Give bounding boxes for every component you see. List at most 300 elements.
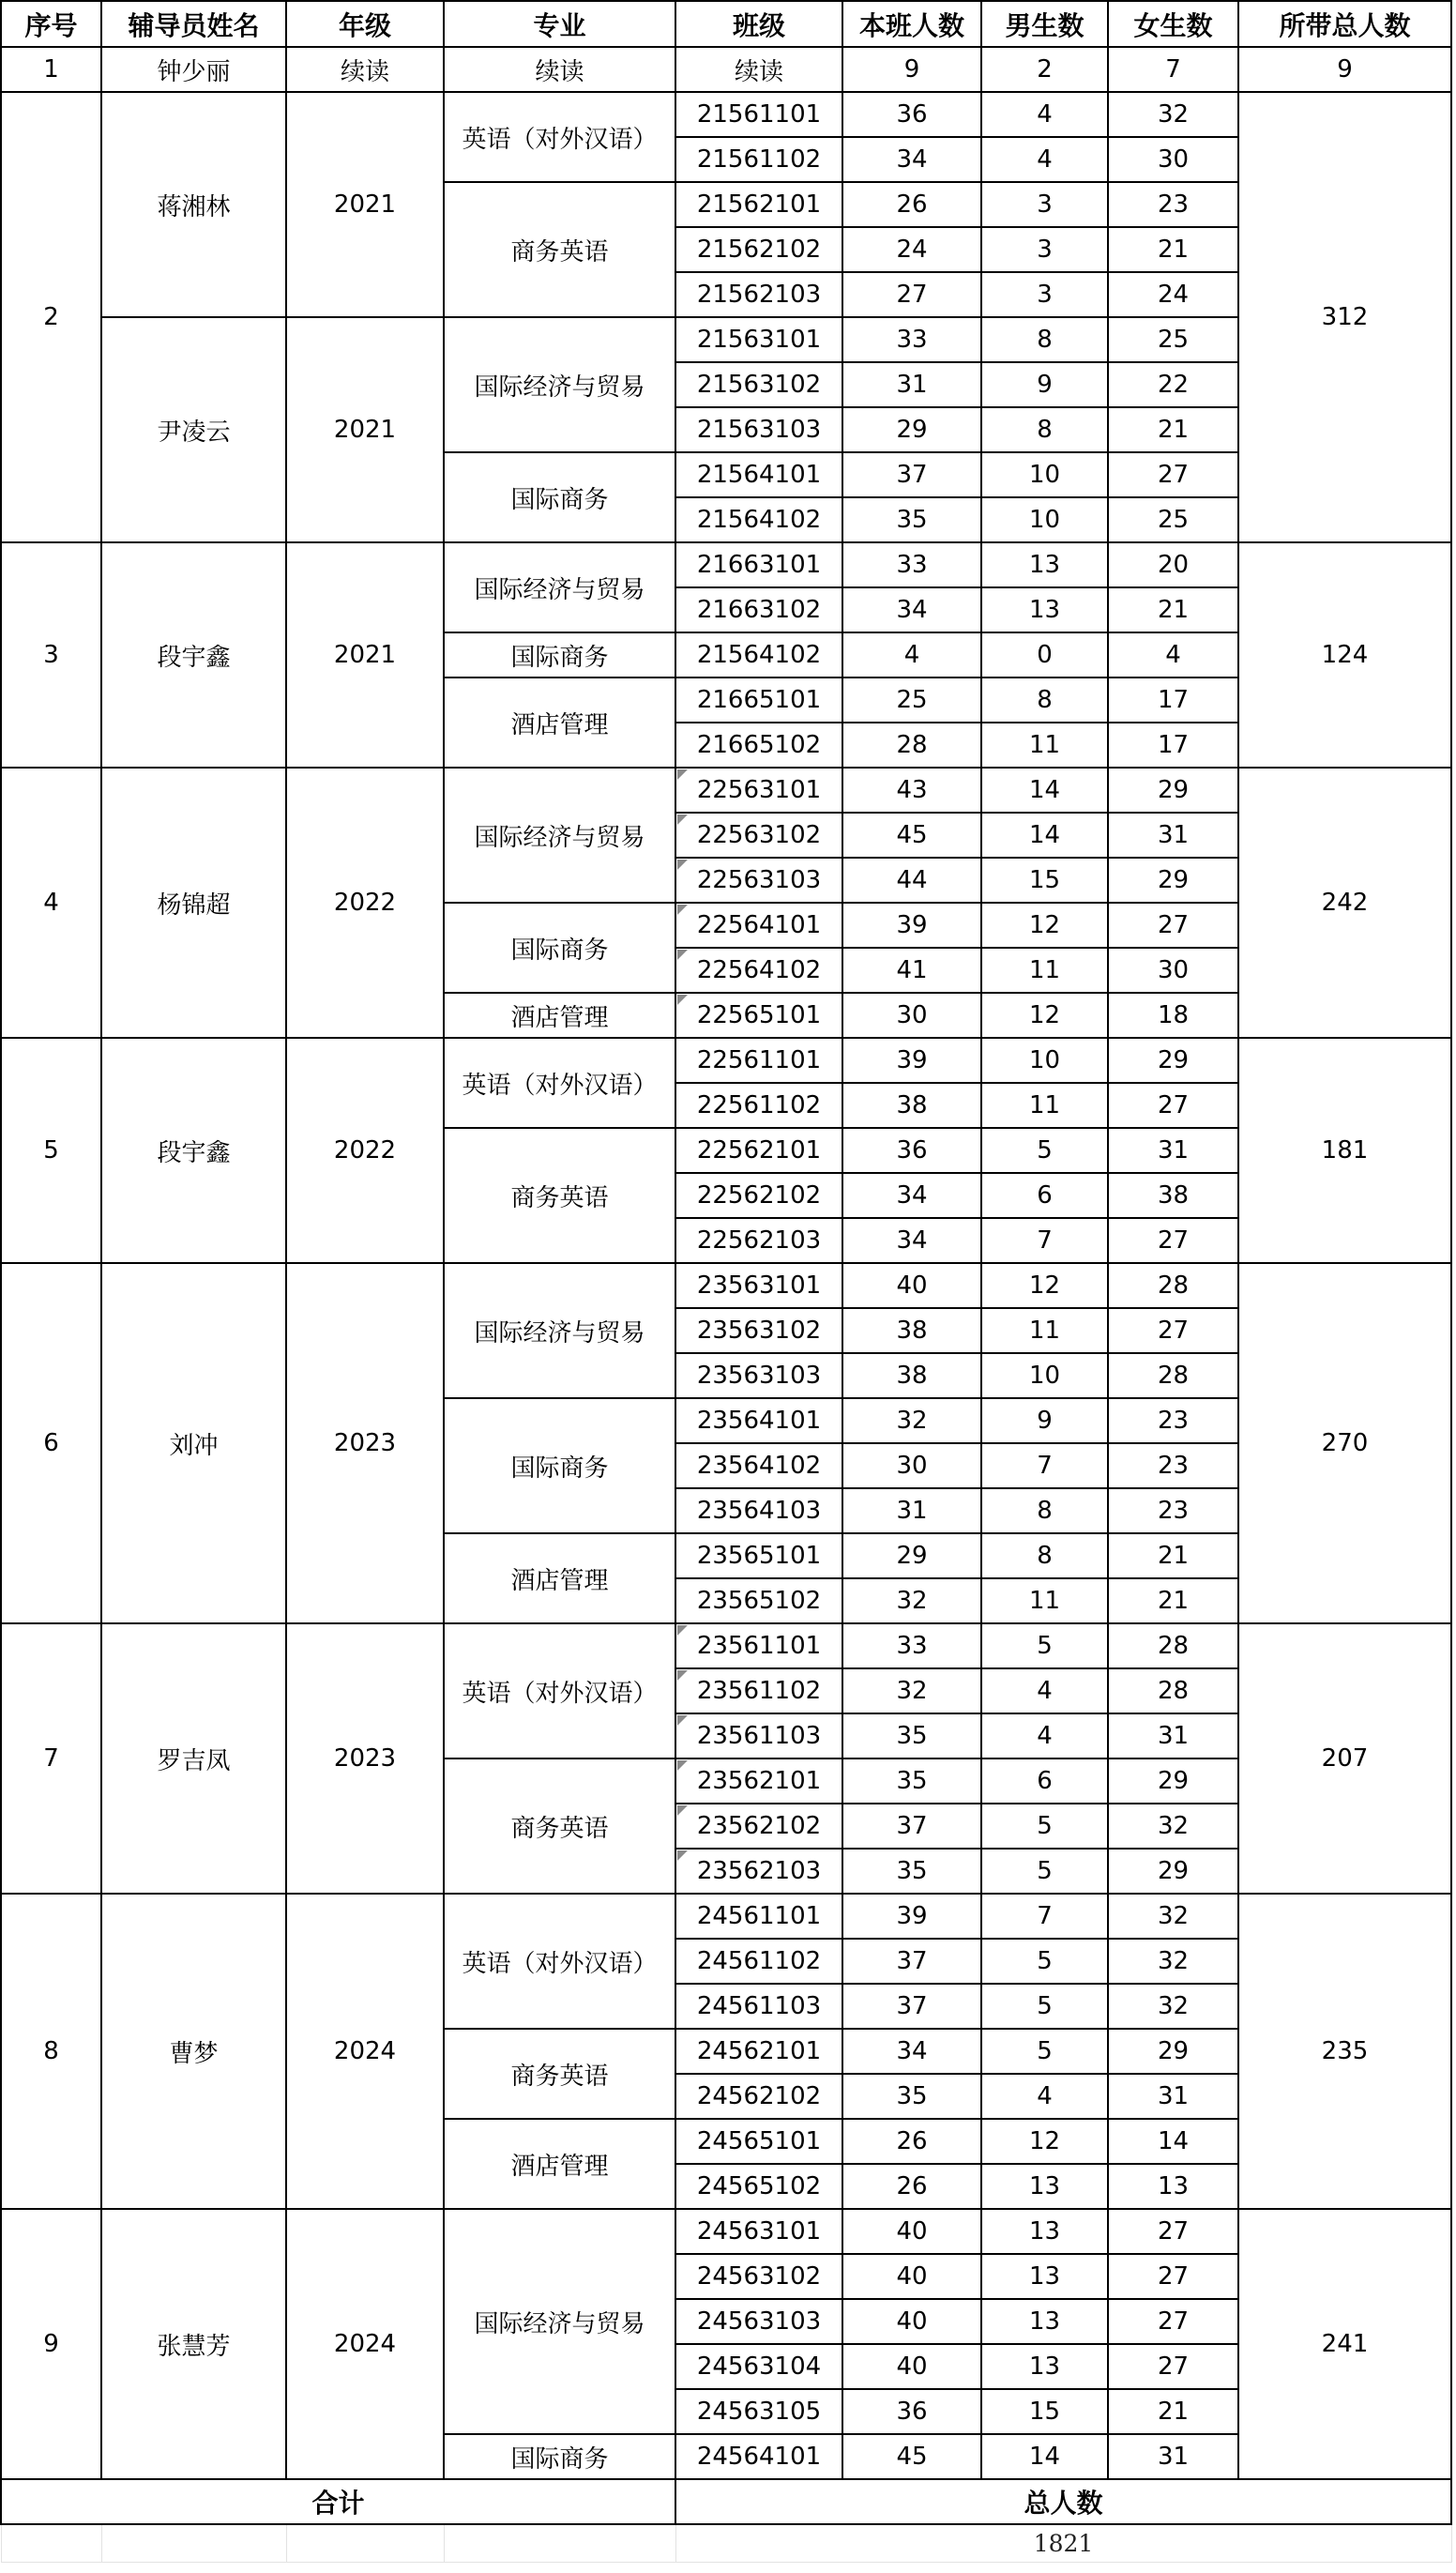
class-size-cell: 35 [842, 1713, 981, 1758]
class-id-cell: 24561103 [675, 1984, 842, 2029]
class-id-cell: 21564102 [675, 497, 842, 542]
male-count-cell: 10 [981, 497, 1108, 542]
class-id-cell: 24562102 [675, 2074, 842, 2119]
major-cell: 酒店管理 [444, 993, 675, 1038]
grade-cell: 2022 [286, 1038, 444, 1263]
class-id-cell: 24563104 [675, 2344, 842, 2389]
major-cell: 酒店管理 [444, 2119, 675, 2209]
male-count-cell: 14 [981, 813, 1108, 858]
female-count-cell: 20 [1108, 542, 1238, 587]
counselor-total-cell: 181 [1238, 1038, 1451, 1263]
counselor-total-cell: 124 [1238, 542, 1451, 768]
class-id-cell: 22564102 [675, 948, 842, 993]
female-count-cell: 27 [1108, 2209, 1238, 2254]
major-cell: 国际经济与贸易 [444, 542, 675, 632]
major-cell: 英语（对外汉语） [444, 1894, 675, 2029]
class-size-cell: 37 [842, 1939, 981, 1984]
class-size-cell: 34 [842, 2029, 981, 2074]
male-count-cell: 11 [981, 948, 1108, 993]
male-count-cell: 4 [981, 137, 1108, 182]
male-count-cell: 4 [981, 1668, 1108, 1713]
class-size-cell: 31 [842, 1488, 981, 1533]
class-size-cell: 36 [842, 1128, 981, 1173]
class-id-cell: 23564102 [675, 1443, 842, 1488]
female-count-cell: 28 [1108, 1668, 1238, 1713]
class-id-cell: 23563102 [675, 1308, 842, 1353]
column-header: 年级 [286, 1, 444, 47]
major-cell: 国际商务 [444, 632, 675, 678]
class-size-cell: 28 [842, 723, 981, 768]
class-id-cell: 23563101 [675, 1263, 842, 1308]
major-cell: 国际商务 [444, 2434, 675, 2479]
class-size-cell: 29 [842, 407, 981, 452]
class-size-cell: 30 [842, 1443, 981, 1488]
column-header: 男生数 [981, 1, 1108, 47]
counselor-name-cell: 杨锦超 [101, 768, 286, 1038]
class-size-cell: 35 [842, 1758, 981, 1804]
table-row [1, 1263, 1451, 1308]
female-count-cell: 38 [1108, 1173, 1238, 1218]
male-count-cell: 5 [981, 1849, 1108, 1894]
column-header: 女生数 [1108, 1, 1238, 47]
female-count-cell: 32 [1108, 1984, 1238, 2029]
class-size-cell: 33 [842, 317, 981, 362]
class-id-cell: 22564101 [675, 903, 842, 948]
class-id-cell: 24564101 [675, 2434, 842, 2479]
female-count-cell: 28 [1108, 1353, 1238, 1398]
class-size-cell: 44 [842, 858, 981, 903]
class-id-cell: 21564101 [675, 452, 842, 497]
column-header: 所带总人数 [1238, 1, 1451, 47]
class-size-cell: 36 [842, 92, 981, 137]
class-size-cell: 32 [842, 1398, 981, 1443]
seq-cell: 8 [1, 1894, 101, 2209]
major-cell: 国际商务 [444, 1398, 675, 1533]
male-count-cell: 13 [981, 542, 1108, 587]
class-id-cell: 22563101 [675, 768, 842, 813]
male-count-cell: 4 [981, 2074, 1108, 2119]
class-size-cell: 37 [842, 1804, 981, 1849]
female-count-cell: 31 [1108, 2434, 1238, 2479]
class-id-cell: 23564103 [675, 1488, 842, 1533]
female-count-cell: 23 [1108, 1443, 1238, 1488]
class-size-cell: 34 [842, 1218, 981, 1263]
class-id-cell: 23563103 [675, 1353, 842, 1398]
grand-total-row [1, 2524, 1451, 2562]
male-count-cell: 12 [981, 1263, 1108, 1308]
male-count-cell: 4 [981, 92, 1108, 137]
female-count-cell: 17 [1108, 723, 1238, 768]
class-size-cell: 38 [842, 1353, 981, 1398]
class-id-cell: 23561103 [675, 1713, 842, 1758]
class-id-cell: 23562101 [675, 1758, 842, 1804]
counselor-total-cell: 9 [1238, 47, 1451, 92]
counselor-name-cell: 蒋湘林 [101, 92, 286, 317]
male-count-cell: 5 [981, 1984, 1108, 2029]
major-cell: 商务英语 [444, 1128, 675, 1263]
counselor-name-cell: 钟少丽 [101, 47, 286, 92]
grade-cell: 2023 [286, 1263, 444, 1623]
male-count-cell: 8 [981, 1533, 1108, 1578]
class-size-cell: 33 [842, 1623, 981, 1668]
class-size-cell: 39 [842, 1894, 981, 1939]
class-id-cell: 21562101 [675, 182, 842, 227]
female-count-cell: 27 [1108, 1218, 1238, 1263]
female-count-cell: 28 [1108, 1263, 1238, 1308]
major-cell: 商务英语 [444, 1758, 675, 1894]
female-count-cell: 21 [1108, 587, 1238, 632]
class-size-cell: 32 [842, 1668, 981, 1713]
class-id-cell: 21561101 [675, 92, 842, 137]
male-count-cell: 5 [981, 1623, 1108, 1668]
class-id-cell: 21665101 [675, 678, 842, 723]
seq-cell: 9 [1, 2209, 101, 2479]
major-cell: 商务英语 [444, 2029, 675, 2119]
major-cell: 国际经济与贸易 [444, 1263, 675, 1398]
class-id-cell: 24563102 [675, 2254, 842, 2299]
female-count-cell: 18 [1108, 993, 1238, 1038]
class-size-cell: 36 [842, 2389, 981, 2434]
header-row [1, 1, 1451, 47]
sum-label-cell: 合计 [1, 2479, 675, 2524]
male-count-cell: 13 [981, 2344, 1108, 2389]
class-size-cell: 24 [842, 227, 981, 272]
female-count-cell: 30 [1108, 948, 1238, 993]
table-row [1, 2209, 1451, 2254]
class-id-cell: 24565102 [675, 2164, 842, 2209]
counselor-name-cell: 张慧芳 [101, 2209, 286, 2479]
female-count-cell: 29 [1108, 2029, 1238, 2074]
male-count-cell: 6 [981, 1758, 1108, 1804]
seq-cell: 5 [1, 1038, 101, 1263]
class-size-cell: 32 [842, 1578, 981, 1623]
major-cell: 国际商务 [444, 452, 675, 542]
class-id-cell: 24563105 [675, 2389, 842, 2434]
class-size-cell: 26 [842, 182, 981, 227]
class-id-cell: 21564102 [675, 632, 842, 678]
class-id-cell: 22561101 [675, 1038, 842, 1083]
major-cell: 英语（对外汉语） [444, 1038, 675, 1128]
grade-cell: 2022 [286, 768, 444, 1038]
seq-cell: 7 [1, 1623, 101, 1894]
female-count-cell: 27 [1108, 2299, 1238, 2344]
table-row [1, 317, 1451, 362]
column-header: 辅导员姓名 [101, 1, 286, 47]
class-size-cell: 45 [842, 2434, 981, 2479]
female-count-cell: 13 [1108, 2164, 1238, 2209]
class-size-cell: 38 [842, 1308, 981, 1353]
seq-cell: 6 [1, 1263, 101, 1623]
class-id-cell: 23565102 [675, 1578, 842, 1623]
female-count-cell: 32 [1108, 1804, 1238, 1849]
male-count-cell: 11 [981, 723, 1108, 768]
grade-cell: 2021 [286, 542, 444, 768]
male-count-cell: 4 [981, 1713, 1108, 1758]
table-row [1, 1623, 1451, 1668]
class-id-cell: 22561102 [675, 1083, 842, 1128]
table-row [1, 542, 1451, 587]
male-count-cell: 0 [981, 632, 1108, 678]
male-count-cell: 3 [981, 182, 1108, 227]
female-count-cell: 27 [1108, 1308, 1238, 1353]
male-count-cell: 3 [981, 272, 1108, 317]
female-count-cell: 27 [1108, 903, 1238, 948]
counselor-total-cell: 235 [1238, 1894, 1451, 2209]
male-count-cell: 8 [981, 678, 1108, 723]
class-size-cell: 26 [842, 2119, 981, 2164]
male-count-cell: 11 [981, 1578, 1108, 1623]
class-size-cell: 40 [842, 2344, 981, 2389]
female-count-cell: 31 [1108, 1128, 1238, 1173]
class-size-cell: 40 [842, 2209, 981, 2254]
class-id-cell: 23565101 [675, 1533, 842, 1578]
male-count-cell: 5 [981, 2029, 1108, 2074]
class-size-cell: 26 [842, 2164, 981, 2209]
male-count-cell: 5 [981, 1804, 1108, 1849]
major-cell: 酒店管理 [444, 1533, 675, 1623]
class-id-cell: 23561101 [675, 1623, 842, 1668]
male-count-cell: 11 [981, 1083, 1108, 1128]
seq-cell: 4 [1, 768, 101, 1038]
major-cell: 英语（对外汉语） [444, 1623, 675, 1758]
empty-cell [1, 2524, 101, 2562]
male-count-cell: 7 [981, 1218, 1108, 1263]
male-count-cell: 13 [981, 2254, 1108, 2299]
class-size-cell: 40 [842, 1263, 981, 1308]
male-count-cell: 6 [981, 1173, 1108, 1218]
class-id-cell: 22562103 [675, 1218, 842, 1263]
male-count-cell: 9 [981, 1398, 1108, 1443]
class-id-cell: 23562102 [675, 1804, 842, 1849]
female-count-cell: 29 [1108, 768, 1238, 813]
class-id-cell: 21665102 [675, 723, 842, 768]
grand-total-cell: 1821 [675, 2524, 1451, 2562]
class-size-cell: 41 [842, 948, 981, 993]
female-count-cell: 25 [1108, 317, 1238, 362]
counselor-total-cell: 312 [1238, 92, 1451, 542]
female-count-cell: 28 [1108, 1623, 1238, 1668]
total-label-cell: 总人数 [675, 2479, 1451, 2524]
class-id-cell: 24565101 [675, 2119, 842, 2164]
class-size-cell: 37 [842, 452, 981, 497]
class-id-cell: 24561101 [675, 1894, 842, 1939]
class-id-cell: 24563101 [675, 2209, 842, 2254]
column-header: 班级 [675, 1, 842, 47]
female-count-cell: 32 [1108, 1939, 1238, 1984]
column-header: 序号 [1, 1, 101, 47]
major-cell: 国际经济与贸易 [444, 317, 675, 452]
female-count-cell: 21 [1108, 1533, 1238, 1578]
female-count-cell: 31 [1108, 2074, 1238, 2119]
female-count-cell: 22 [1108, 362, 1238, 407]
class-size-cell: 31 [842, 362, 981, 407]
male-count-cell: 7 [981, 1894, 1108, 1939]
male-count-cell: 14 [981, 2434, 1108, 2479]
empty-cell [286, 2524, 444, 2562]
counselor-total-cell: 241 [1238, 2209, 1451, 2479]
table-row [1, 1038, 1451, 1083]
class-id-cell: 23562103 [675, 1849, 842, 1894]
class-size-cell: 39 [842, 903, 981, 948]
male-count-cell: 13 [981, 2209, 1108, 2254]
counselor-name-cell: 刘冲 [101, 1263, 286, 1623]
female-count-cell: 14 [1108, 2119, 1238, 2164]
class-id-cell: 21563101 [675, 317, 842, 362]
class-id-cell: 24561102 [675, 1939, 842, 1984]
class-size-cell: 34 [842, 587, 981, 632]
male-count-cell: 10 [981, 1353, 1108, 1398]
grade-cell: 2024 [286, 2209, 444, 2479]
female-count-cell: 23 [1108, 1398, 1238, 1443]
class-size-cell: 35 [842, 1849, 981, 1894]
male-count-cell: 9 [981, 362, 1108, 407]
grade-cell: 2023 [286, 1623, 444, 1894]
class-id-cell: 23561102 [675, 1668, 842, 1713]
class-id-cell: 22562102 [675, 1173, 842, 1218]
female-count-cell: 29 [1108, 1849, 1238, 1894]
counselor-name-cell: 曹梦 [101, 1894, 286, 2209]
counselor-name-cell: 段宇鑫 [101, 542, 286, 768]
male-count-cell: 11 [981, 1308, 1108, 1353]
class-id-cell: 21561102 [675, 137, 842, 182]
female-count-cell: 27 [1108, 2254, 1238, 2299]
major-cell: 续读 [444, 47, 675, 92]
female-count-cell: 29 [1108, 1758, 1238, 1804]
class-size-cell: 25 [842, 678, 981, 723]
class-size-cell: 37 [842, 1984, 981, 2029]
female-count-cell: 21 [1108, 407, 1238, 452]
empty-cell [444, 2524, 675, 2562]
class-size-cell: 9 [842, 47, 981, 92]
female-count-cell: 27 [1108, 452, 1238, 497]
male-count-cell: 15 [981, 2389, 1108, 2434]
major-cell: 酒店管理 [444, 678, 675, 768]
class-size-cell: 35 [842, 497, 981, 542]
female-count-cell: 31 [1108, 813, 1238, 858]
female-count-cell: 31 [1108, 1713, 1238, 1758]
grade-cell: 2021 [286, 317, 444, 542]
class-size-cell: 40 [842, 2254, 981, 2299]
column-header: 本班人数 [842, 1, 981, 47]
class-id-cell: 24562101 [675, 2029, 842, 2074]
male-count-cell: 5 [981, 1939, 1108, 1984]
class-id-cell: 21562102 [675, 227, 842, 272]
major-cell: 国际商务 [444, 903, 675, 993]
male-count-cell: 8 [981, 1488, 1108, 1533]
grade-cell: 2021 [286, 92, 444, 317]
seq-cell: 1 [1, 47, 101, 92]
counselor-name-cell: 段宇鑫 [101, 1038, 286, 1263]
class-id-cell: 22562101 [675, 1128, 842, 1173]
counselor-total-cell: 242 [1238, 768, 1451, 1038]
major-cell: 英语（对外汉语） [444, 92, 675, 182]
class-size-cell: 45 [842, 813, 981, 858]
class-size-cell: 34 [842, 137, 981, 182]
class-id-cell: 21563103 [675, 407, 842, 452]
seq-cell: 3 [1, 542, 101, 768]
male-count-cell: 15 [981, 858, 1108, 903]
seq-cell: 2 [1, 92, 101, 542]
female-count-cell: 23 [1108, 182, 1238, 227]
class-id-cell: 21663102 [675, 587, 842, 632]
class-size-cell: 27 [842, 272, 981, 317]
class-size-cell: 35 [842, 2074, 981, 2119]
male-count-cell: 10 [981, 452, 1108, 497]
table-row [1, 92, 1451, 137]
table-row [1, 47, 1451, 92]
class-size-cell: 4 [842, 632, 981, 678]
female-count-cell: 23 [1108, 1488, 1238, 1533]
male-count-cell: 7 [981, 1443, 1108, 1488]
table-row [1, 768, 1451, 813]
female-count-cell: 32 [1108, 92, 1238, 137]
class-size-cell: 40 [842, 2299, 981, 2344]
class-size-cell: 33 [842, 542, 981, 587]
summary-row [1, 2479, 1451, 2524]
male-count-cell: 12 [981, 993, 1108, 1038]
female-count-cell: 29 [1108, 858, 1238, 903]
female-count-cell: 17 [1108, 678, 1238, 723]
class-id-cell: 22563102 [675, 813, 842, 858]
male-count-cell: 13 [981, 2164, 1108, 2209]
counselor-name-cell: 尹凌云 [101, 317, 286, 542]
grade-cell: 2024 [286, 1894, 444, 2209]
male-count-cell: 8 [981, 317, 1108, 362]
class-id-cell: 21562103 [675, 272, 842, 317]
female-count-cell: 27 [1108, 2344, 1238, 2389]
major-cell: 国际经济与贸易 [444, 768, 675, 903]
class-size-cell: 29 [842, 1533, 981, 1578]
class-id-cell: 24563103 [675, 2299, 842, 2344]
female-count-cell: 29 [1108, 1038, 1238, 1083]
column-header: 专业 [444, 1, 675, 47]
class-size-cell: 38 [842, 1083, 981, 1128]
counselor-total-cell: 207 [1238, 1623, 1451, 1894]
male-count-cell: 8 [981, 407, 1108, 452]
male-count-cell: 13 [981, 2299, 1108, 2344]
major-cell: 国际经济与贸易 [444, 2209, 675, 2434]
male-count-cell: 12 [981, 903, 1108, 948]
female-count-cell: 27 [1108, 1083, 1238, 1128]
male-count-cell: 12 [981, 2119, 1108, 2164]
class-id-cell: 22565101 [675, 993, 842, 1038]
class-id-cell: 21563102 [675, 362, 842, 407]
grade-cell: 续读 [286, 47, 444, 92]
female-count-cell: 25 [1108, 497, 1238, 542]
class-size-cell: 39 [842, 1038, 981, 1083]
female-count-cell: 24 [1108, 272, 1238, 317]
female-count-cell: 32 [1108, 1894, 1238, 1939]
class-id-cell: 续读 [675, 47, 842, 92]
class-id-cell: 22563103 [675, 858, 842, 903]
female-count-cell: 21 [1108, 227, 1238, 272]
female-count-cell: 30 [1108, 137, 1238, 182]
class-id-cell: 21663101 [675, 542, 842, 587]
female-count-cell: 4 [1108, 632, 1238, 678]
female-count-cell: 21 [1108, 1578, 1238, 1623]
male-count-cell: 2 [981, 47, 1108, 92]
male-count-cell: 13 [981, 587, 1108, 632]
male-count-cell: 14 [981, 768, 1108, 813]
table-row [1, 1894, 1451, 1939]
male-count-cell: 5 [981, 1128, 1108, 1173]
male-count-cell: 10 [981, 1038, 1108, 1083]
major-cell: 商务英语 [444, 182, 675, 317]
female-count-cell: 21 [1108, 2389, 1238, 2434]
counselor-name-cell: 罗吉凤 [101, 1623, 286, 1894]
class-size-cell: 43 [842, 768, 981, 813]
class-size-cell: 34 [842, 1173, 981, 1218]
